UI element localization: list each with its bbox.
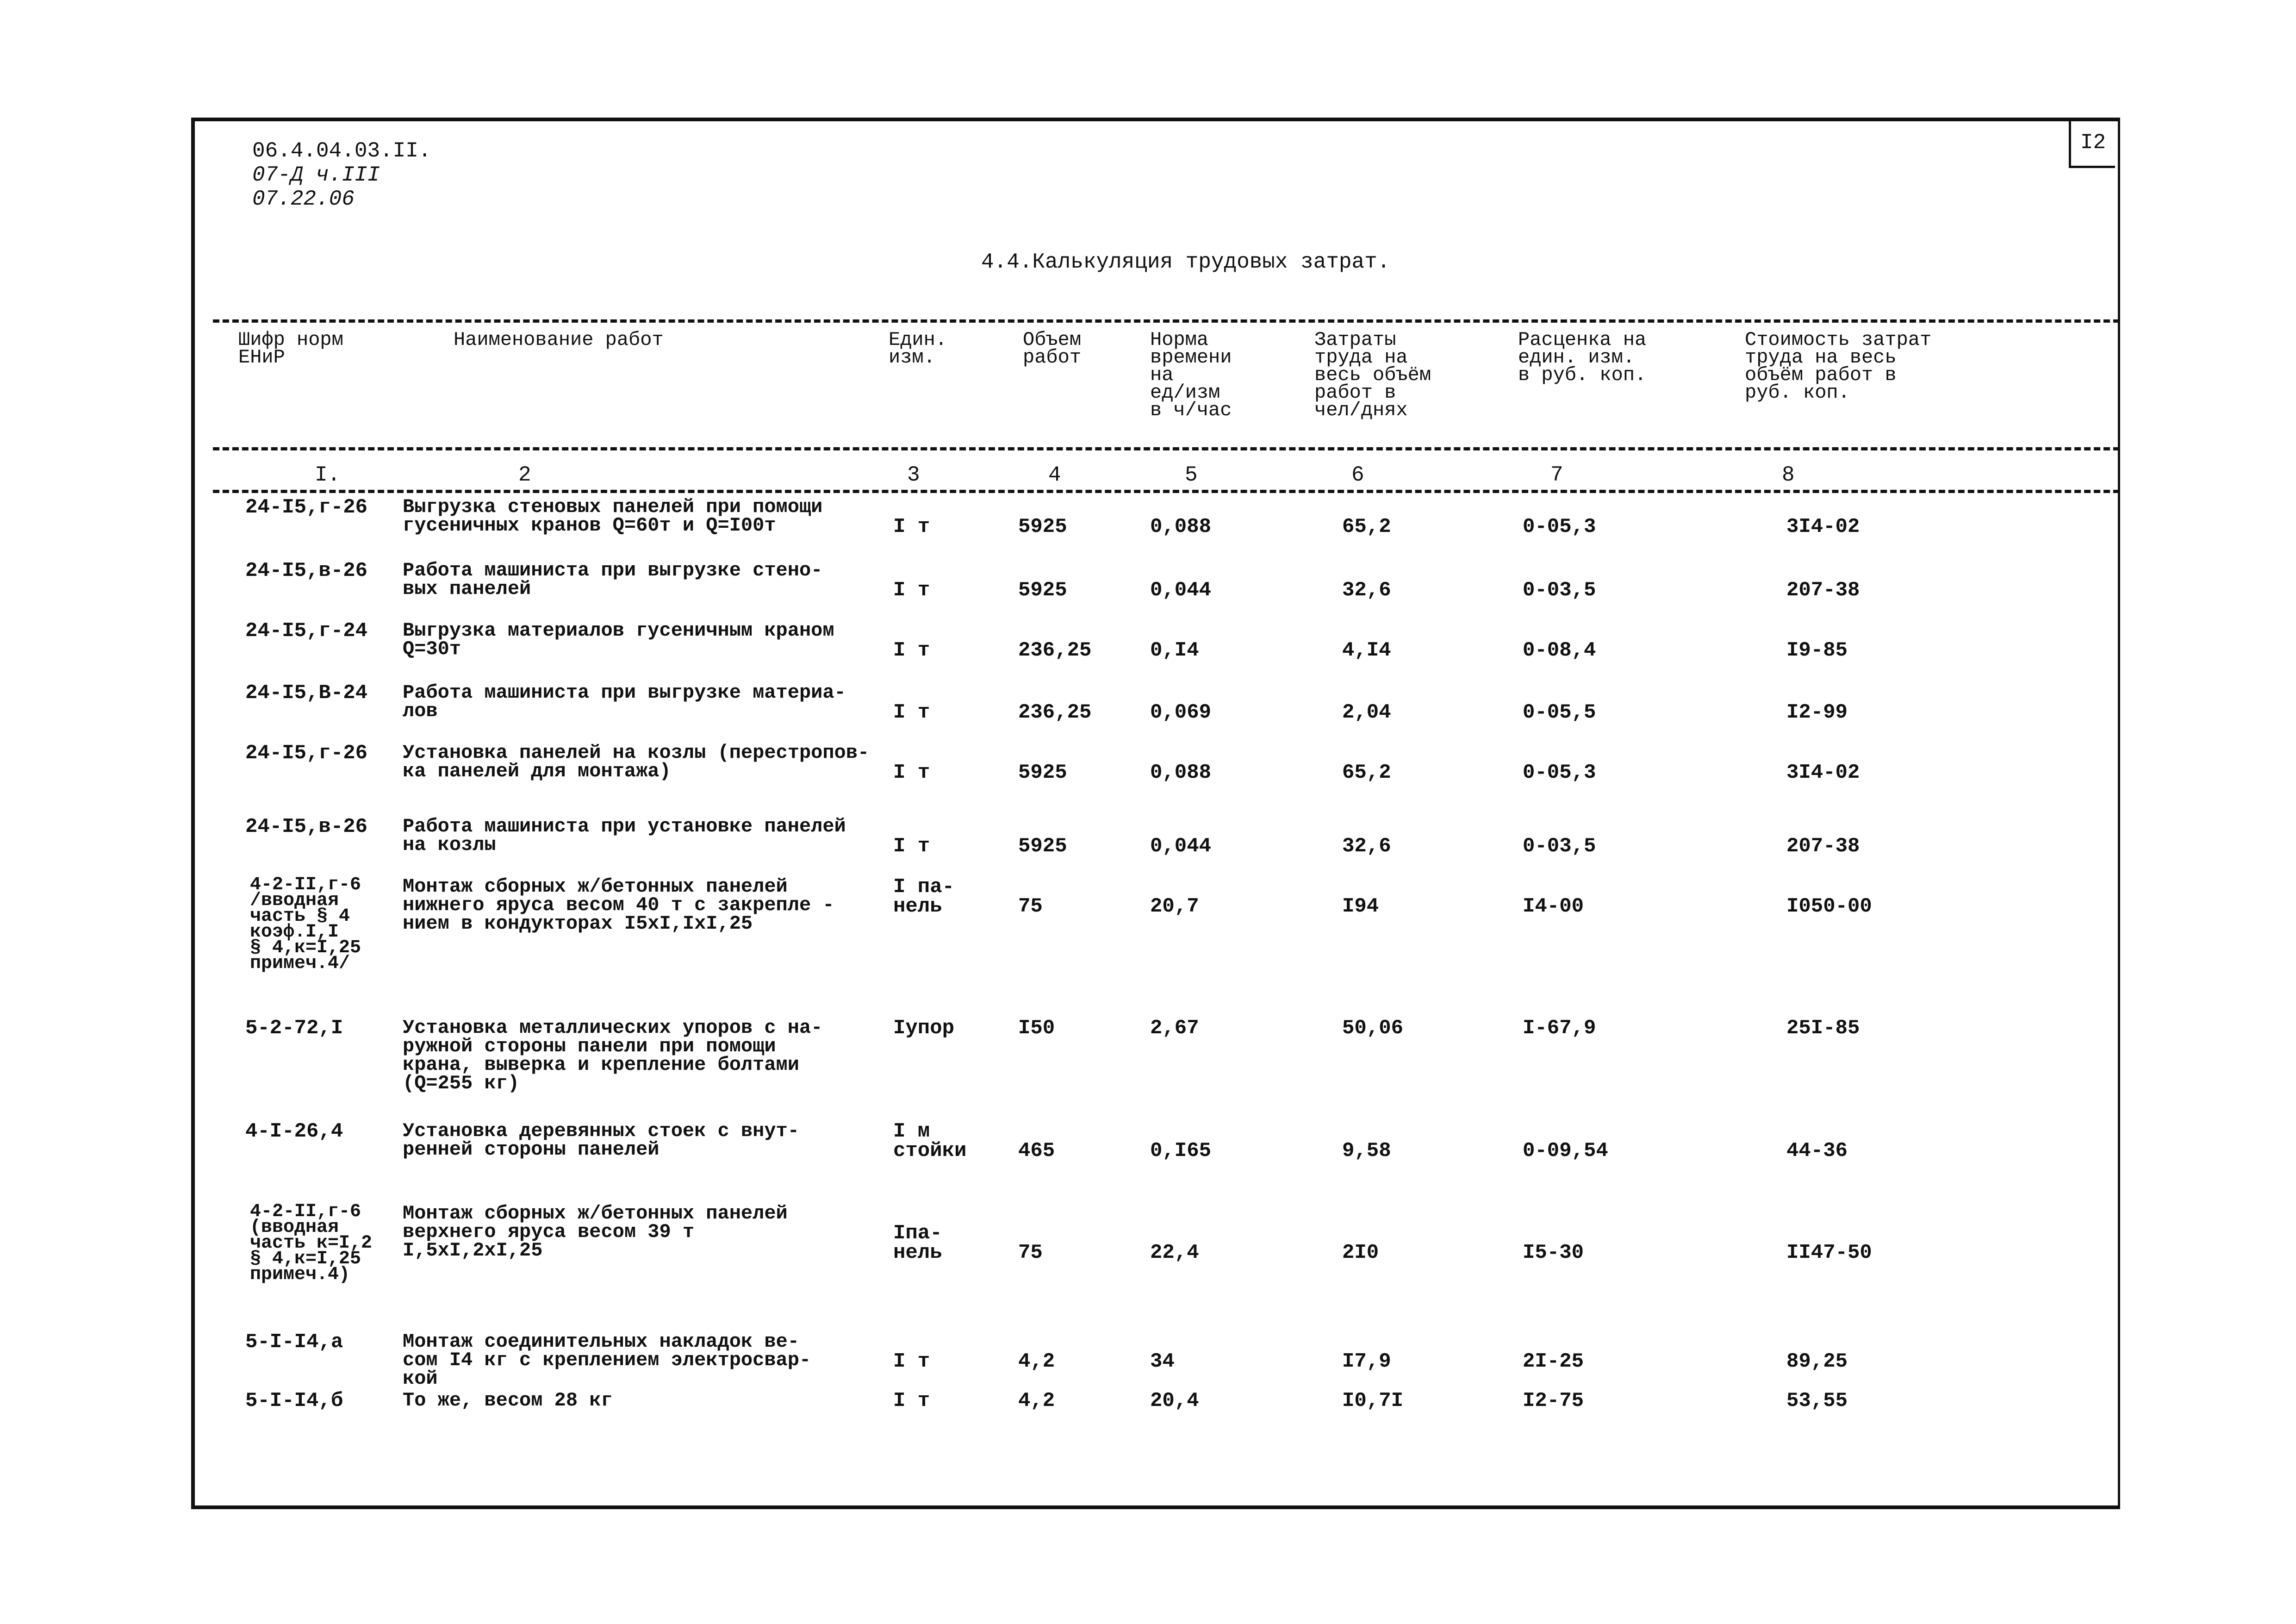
document-date-handwritten: 07.22.06 — [252, 187, 355, 211]
cell-code: 24-I5,в-26 — [245, 559, 368, 582]
cell-name: Выгрузка материалов гусеничным краном Q=30т — [403, 619, 834, 660]
cell-unit: I т — [893, 761, 930, 784]
col-labor-header: Затраты труда на весь объём работ в чел/днях — [1314, 329, 1431, 421]
col-norm-header: Норма времени на ед/изм в ч/час — [1150, 329, 1232, 421]
cell-name: Установка панелей на козлы (перестропов- ка панелей для монтажа) — [403, 742, 870, 782]
cell-labor: I0,7I — [1342, 1389, 1404, 1412]
cell-code: 24-I5,В-24 — [245, 681, 368, 705]
page-frame — [191, 118, 2120, 1509]
cell-norm: 22,4 — [1150, 1241, 1199, 1264]
cell-code: 5-I-I4,а — [245, 1330, 343, 1354]
sheet-number: I2 — [2069, 119, 2115, 168]
cell-labor: I94 — [1342, 895, 1379, 918]
cell-code: 4-2-II,г-6 (вводная часть к=I,2 § 4,к=I,25 примеч.4) — [250, 1201, 373, 1285]
cell-unit: Iупор — [893, 1017, 955, 1040]
cell-norm: 2,67 — [1150, 1017, 1199, 1040]
cell-cost: 207-38 — [1786, 835, 1860, 858]
document-code-handwritten: 07-Д ч.III — [252, 163, 380, 187]
cell-code: 24-I5,в-26 — [245, 815, 368, 838]
cell-labor: 32,6 — [1342, 579, 1391, 602]
cell-code: 24-I5,г-26 — [245, 496, 368, 519]
cell-rate: 0-05,5 — [1523, 701, 1596, 724]
cell-unit: I т — [893, 579, 930, 602]
cell-volume: 75 — [1018, 1241, 1043, 1264]
cell-volume: 4,2 — [1018, 1350, 1055, 1373]
cell-norm: 0,088 — [1150, 761, 1212, 784]
cell-unit: I т — [893, 835, 930, 858]
page-title: 4.4.Калькуляция трудовых затрат. — [981, 250, 1390, 274]
col-cost-header: Стоимость затрат труда на весь объём работ в руб. коп. — [1745, 329, 1932, 404]
cell-norm: 20,7 — [1150, 895, 1199, 918]
cell-cost: 44-36 — [1786, 1139, 1848, 1162]
cell-name: Работа машиниста при выгрузке материа- лов — [403, 681, 846, 722]
col-cost-number: 8 — [1782, 463, 1795, 487]
cell-rate: I5-30 — [1523, 1241, 1584, 1264]
cell-volume: 5925 — [1018, 835, 1067, 858]
cell-unit: I т — [893, 1389, 930, 1412]
cell-name: Монтаж соединительных накладок ве- сом I4 кг с креплением электросвар- кой — [403, 1330, 811, 1390]
col-code-header: Шифр норм ЕНиР — [238, 329, 343, 369]
cell-labor: 65,2 — [1342, 761, 1391, 784]
header-bottom-rule — [213, 447, 2120, 450]
col-unit-number: 3 — [907, 463, 920, 487]
cell-norm: 0,069 — [1150, 701, 1212, 724]
cell-volume: 5925 — [1018, 761, 1067, 784]
cell-labor: 4,I4 — [1342, 639, 1391, 662]
col-volume-header: Объем работ — [1023, 329, 1082, 369]
col-rate-number: 7 — [1550, 463, 1563, 487]
cell-rate: I4-00 — [1523, 895, 1584, 918]
col-unit-header: Един. изм. — [889, 329, 947, 369]
col-volume-number: 4 — [1048, 463, 1061, 487]
cell-cost: 207-38 — [1786, 579, 1860, 602]
cell-unit: Iпа- нель — [893, 1222, 942, 1264]
cell-unit: I т — [893, 515, 930, 538]
cell-unit: I т — [893, 701, 930, 724]
cell-volume: 5925 — [1018, 515, 1067, 538]
cell-cost: 3I4-02 — [1786, 515, 1860, 538]
col-name-header: Наименование работ — [454, 329, 664, 351]
col-norm-number: 5 — [1185, 463, 1198, 487]
column-numbers-rule — [213, 490, 2120, 493]
cell-volume: 75 — [1018, 895, 1043, 918]
cell-volume: 4,2 — [1018, 1389, 1055, 1412]
col-rate-header: Расценка на един. изм. в руб. коп. — [1518, 329, 1647, 386]
cell-volume: 236,25 — [1018, 639, 1092, 662]
cell-name: Монтаж сборных ж/бетонных панелей нижнего яруса весом 40 т с закрепле - нием в кондукторах I5xI,IxI,25 — [403, 875, 834, 935]
cell-rate: 0-03,5 — [1523, 579, 1596, 602]
cell-unit: I т — [893, 1350, 930, 1373]
cell-code: 24-I5,г-24 — [245, 619, 368, 643]
cell-volume: I50 — [1018, 1017, 1055, 1040]
cell-volume: 5925 — [1018, 579, 1067, 602]
cell-name: Установка деревянных стоек с внут- ренней стороны панелей — [403, 1120, 799, 1161]
cell-cost: 53,55 — [1786, 1389, 1848, 1412]
cell-norm: 20,4 — [1150, 1389, 1199, 1412]
cell-labor: 32,6 — [1342, 835, 1391, 858]
cell-code: 5-2-72,I — [245, 1017, 343, 1040]
cell-volume: 236,25 — [1018, 701, 1092, 724]
cell-name: Работа машиниста при выгрузке стено- вых панелей — [403, 559, 823, 600]
cell-rate: 0-05,3 — [1523, 515, 1596, 538]
cell-unit: I па- нель — [893, 875, 955, 918]
col-labor-number: 6 — [1351, 463, 1364, 487]
cell-name: Работа машиниста при установке панелей на козлы — [403, 815, 846, 856]
col-name-number: 2 — [518, 463, 531, 487]
cell-name: Установка металлических упоров с на- ружной стороны панели при помощи крана, выверка и крепление болтами (Q=255 кг) — [403, 1017, 823, 1094]
cell-volume: 465 — [1018, 1139, 1055, 1162]
cell-rate: I2-75 — [1523, 1389, 1584, 1412]
cell-rate: 2I-25 — [1523, 1350, 1584, 1373]
cell-name: То же, весом 28 кг — [403, 1389, 613, 1412]
cell-cost: I9-85 — [1786, 639, 1848, 662]
cell-rate: 0-03,5 — [1523, 835, 1596, 858]
cell-cost: I2-99 — [1786, 701, 1848, 724]
cell-rate: 0-09,54 — [1523, 1139, 1608, 1162]
cell-rate: I-67,9 — [1523, 1017, 1596, 1040]
cell-cost: II47-50 — [1786, 1241, 1872, 1264]
table-top-rule — [213, 319, 2120, 323]
cell-name: Монтаж сборных ж/бетонных панелей верхнего яруса весом 39 т I,5xI,2xI,25 — [403, 1202, 788, 1262]
cell-code: 5-I-I4,б — [245, 1389, 343, 1412]
cell-unit: I т — [893, 639, 930, 662]
cell-rate: 0-05,3 — [1523, 761, 1596, 784]
col-code-number: I. — [315, 463, 341, 487]
cell-labor: 50,06 — [1342, 1017, 1404, 1040]
cell-name: Выгрузка стеновых панелей при помощи гусеничных кранов Q=60т и Q=I00т — [403, 496, 823, 537]
cell-labor: 9,58 — [1342, 1139, 1391, 1162]
cell-cost: 89,25 — [1786, 1350, 1848, 1373]
cell-rate: 0-08,4 — [1523, 639, 1596, 662]
cell-norm: 0,044 — [1150, 579, 1212, 602]
cell-cost: 3I4-02 — [1786, 761, 1860, 784]
cell-code: 4-2-II,г-6 /вводная часть § 4 коэф.I,I § 4,к=I,25 примеч.4/ — [250, 874, 361, 974]
cell-norm: 0,088 — [1150, 515, 1212, 538]
cell-norm: 0,I4 — [1150, 639, 1199, 662]
cell-unit: I м стойки — [893, 1120, 967, 1162]
cell-labor: 2,04 — [1342, 701, 1391, 724]
cell-norm: 34 — [1150, 1350, 1175, 1373]
cell-norm: 0,I65 — [1150, 1139, 1212, 1162]
cell-code: 4-I-26,4 — [245, 1120, 343, 1143]
cell-norm: 0,044 — [1150, 835, 1212, 858]
cell-code: 24-I5,г-26 — [245, 742, 368, 765]
cell-labor: 2I0 — [1342, 1241, 1379, 1264]
document-code: 06.4.04.03.II. — [252, 139, 431, 163]
cell-labor: 65,2 — [1342, 515, 1391, 538]
cell-cost: 25I-85 — [1786, 1017, 1860, 1040]
cell-labor: I7,9 — [1342, 1350, 1391, 1373]
cell-cost: I050-00 — [1786, 895, 1872, 918]
